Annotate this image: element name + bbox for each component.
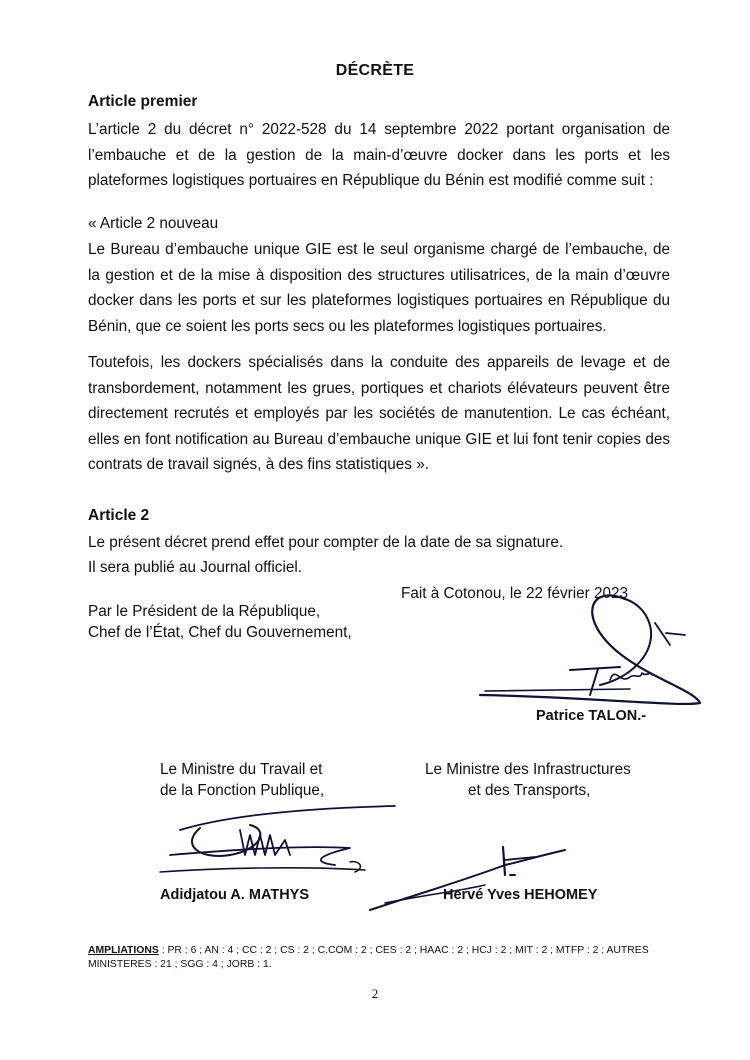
minister-infra-title-line-2: et des Transports,	[468, 782, 591, 799]
minister-labour-title-line-1: Le Ministre du Travail et	[160, 761, 323, 778]
ampliations	[88, 944, 688, 972]
minister-labour-name: Adidjatou A. MATHYS	[160, 887, 310, 903]
article-2-nouveau-paragraph-1: Le Bureau d’embauche unique GIE est le seul organisme chargé de l’embauche, de la gestion et de la mise à disposition des structures utilisatrices, de la main d’œuvre docker dans les ports et sur les plateformes logistiques portuaires en République du Bénin, que ce soient les ports secs ou les plateformes logistiques portuaires.	[88, 241, 670, 335]
article-2-nouveau-heading: « Article 2 nouveau	[88, 215, 219, 232]
decree-title: DÉCRÈTE	[335, 62, 415, 79]
minister-labour-title-line-2: de la Fonction Publique,	[160, 782, 325, 799]
minister-infra-name: Hervé Yves HEHOMEY	[443, 887, 598, 903]
minister-infra-title-line-1: Le Ministre des Infrastructures	[425, 761, 631, 778]
article-2-heading: Article 2	[88, 507, 150, 524]
place-and-date: Fait à Cotonou, le 22 février 2023	[401, 585, 629, 602]
president-title-line-2: Chef de l’État, Chef du Gouvernement,	[88, 624, 352, 641]
president-signature	[470, 585, 710, 715]
ampliations-text: : PR : 6 ; AN : 4 ; CC : 2 ; CS : 2 ; C.COM : 2 ; CES : 2 ; HAAC : 2 ; HCJ : 2 ; MIT : 2 ; MTFP : 2 ; AUTRES MINISTERES : 21 ; SGG : 4 ; JORB : 1.	[88, 945, 649, 970]
page-number: 2	[371, 986, 379, 1001]
article-2-line-1: Le présent décret prend effet pour compter de la date de sa signature.	[88, 534, 564, 551]
article-2-nouveau-paragraph-2: Toutefois, les dockers spécialisés dans la conduite des appareils de levage et de transbordement, notamment les grues, portiques et chariots élévateurs peuvent être directement recrutés et employés par les sociétés de manutention. Le cas échéant, elles en font notification au Bureau d’embauche unique GIE et lui font tenir copies des contrats de travail signés, à des fins statistiques ».	[88, 354, 670, 473]
article-1-heading: Article premier	[88, 93, 198, 110]
minister-infra-signature	[365, 835, 585, 920]
article-1-intro: L’article 2 du décret n° 2022-528 du 14 septembre 2022 portant organisation de l’embauche et de la gestion de la main-d’œuvre docker dans les ports et les plateformes logistiques portuaires en République du Bénin est modifié comme suit :	[88, 121, 670, 189]
article-2-line-2: Il sera publié au Journal officiel.	[88, 559, 302, 576]
president-name: Patrice TALON.-	[536, 708, 647, 724]
ampliations-label: AMPLIATIONS	[88, 945, 159, 956]
minister-labour-signature	[150, 800, 390, 890]
president-title-line-1: Par le Président de la République,	[88, 603, 321, 620]
